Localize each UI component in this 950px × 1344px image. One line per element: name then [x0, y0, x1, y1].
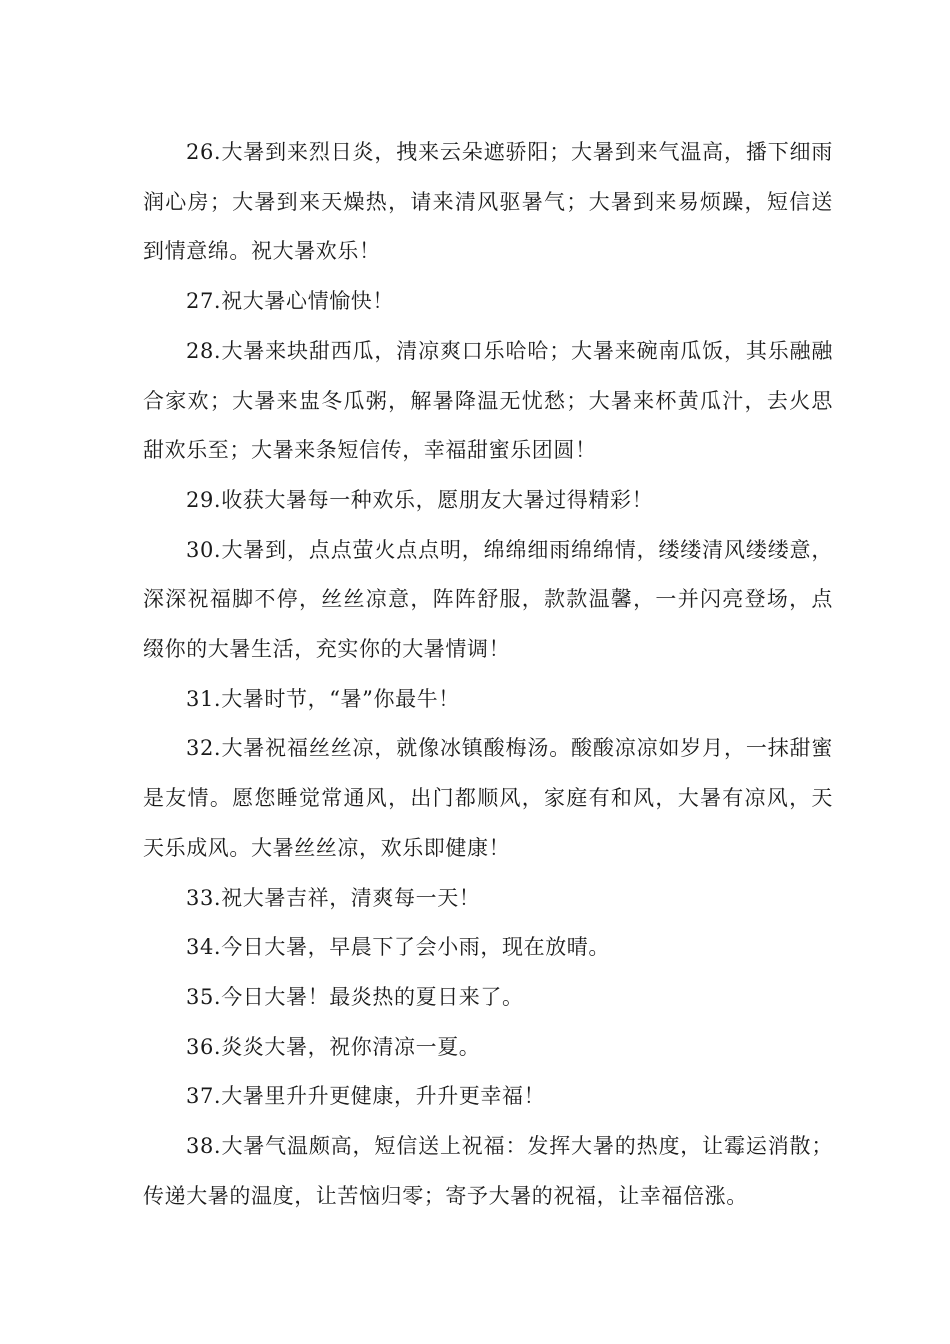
paragraph-30: 30.大暑到，点点萤火点点明，绵绵细雨绵绵情，缕缕清风缕缕意，深深祝福脚不停，丝丝凉意，阵阵舒服，款款温馨，一并闪亮登场，点缀你的大暑生活，充实你的大暑情调！ [143, 537, 833, 662]
paragraph-32: 32.大暑祝福丝丝凉，就像冰镇酸梅汤。酸酸凉凉如岁月，一抹甜蜜是友情。愿您睡觉常通风，出门都顺风，家庭有和风，大暑有凉风，天天乐成风。大暑丝丝凉，欢乐即健康！ [143, 736, 833, 860]
paragraph-33: 33.祝大暑吉祥，清爽每一天！ [186, 885, 481, 910]
paragraph-31: 31.大暑时节，“暑”你最牛！ [186, 686, 460, 711]
paragraph-37: 37.大暑里升升更健康，升升更幸福！ [186, 1084, 546, 1109]
document-body [143, 128, 833, 1221]
paragraph-34: 34.今日大暑，早晨下了会小雨，现在放晴。 [186, 935, 610, 960]
paragraph-26: 26.大暑到来烈日炎，拽来云朵遮骄阳；大暑到来气温高，播下细雨润心房；大暑到来天燥热，请来清风驱暑气；大暑到来易烦躁，短信送到情意绵。祝大暑欢乐！ [143, 140, 833, 264]
paragraph-28: 28.大暑来块甜西瓜，清凉爽口乐哈哈；大暑来碗南瓜饭，其乐融融合家欢；大暑来盅冬瓜粥，解暑降温无忧愁；大暑来杯黄瓜汁，去火思甜欢乐至；大暑来条短信传，幸福甜蜜乐团圆！ [143, 338, 833, 463]
paragraph-36: 36.炎炎大暑，祝你清凉一夏。 [186, 1034, 481, 1059]
paragraph-27: 27.祝大暑心情愉快！ [186, 289, 394, 314]
paragraph-29: 29.收获大暑每一种欢乐，愿朋友大暑过得精彩！ [186, 487, 654, 512]
paragraph-35: 35.今日大暑！最炎热的夏日来了。 [186, 984, 524, 1009]
paragraph-38: 38.大暑气温颇高，短信送上祝福：发挥大暑的热度，让霉运消散；传递大暑的温度，让苦恼归零；寄予大暑的祝福，让幸福倍涨。 [143, 1134, 833, 1208]
